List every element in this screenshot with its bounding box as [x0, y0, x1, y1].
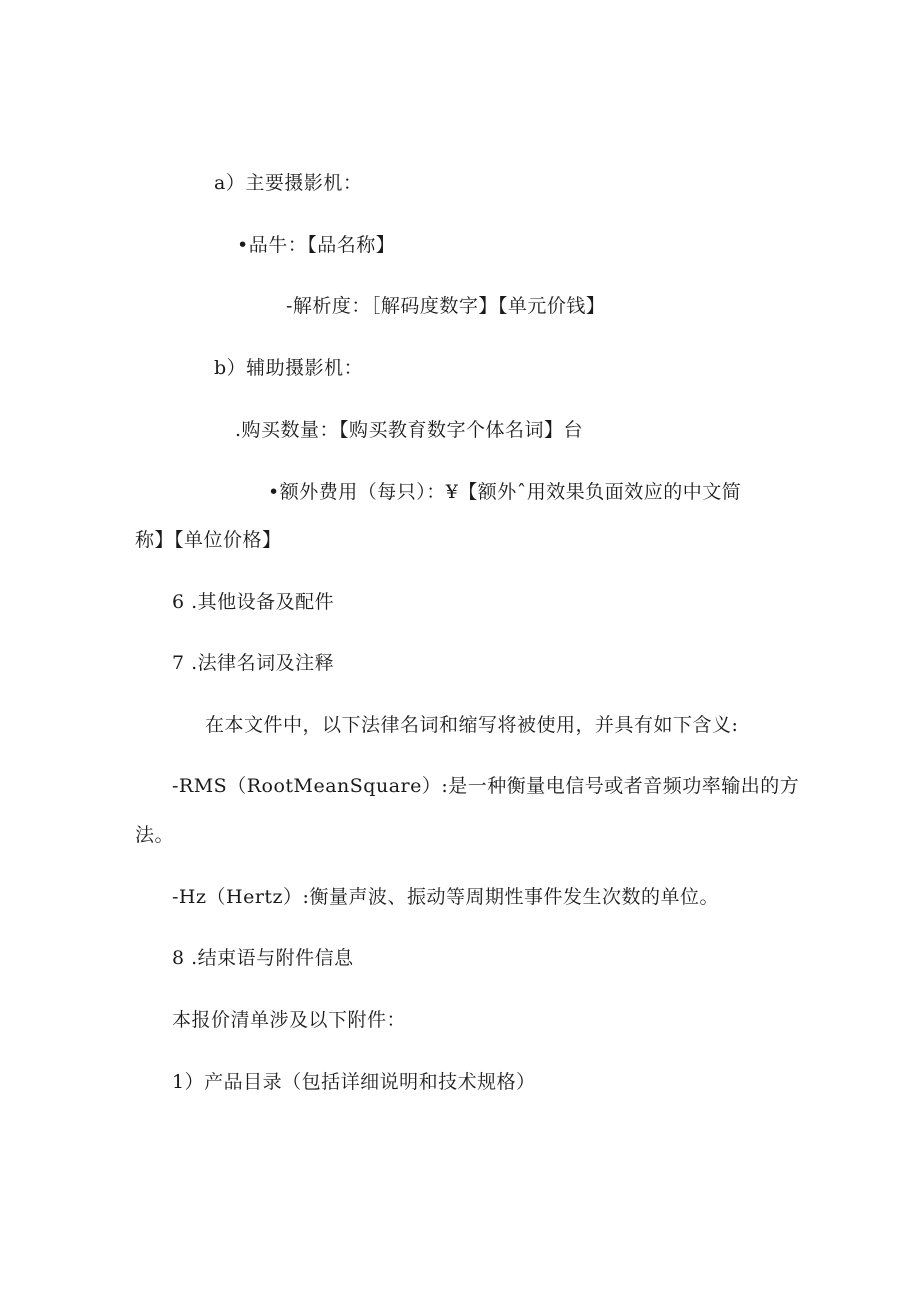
section-b-heading: b）辅助摄影机：: [214, 357, 364, 379]
attachments-intro: 本报价清单涉及以下附件：: [172, 1009, 407, 1031]
extra-fee-line: •额外费用（每只）：¥【额外ˆ用效果负面效应的中文简: [268, 481, 742, 503]
rms-definition-continued: 法。: [135, 824, 175, 846]
product-name-line: •品牛：【品名称】: [237, 234, 396, 256]
section-6-heading: 6 .其他设备及配件: [172, 591, 335, 613]
extra-fee-line-continued: 称】【单位价格】: [135, 529, 282, 551]
section-a-heading: a）主要摄影机：: [214, 172, 363, 194]
quantity-line: .购买数量：【购买教育数字个体名词】台: [235, 419, 584, 441]
legal-intro-paragraph: 在本文件中，以下法律名词和缩写将被使用，并具有如下含义:: [205, 714, 739, 736]
section-8-heading: 8 .结束语与附件信息: [172, 947, 354, 969]
resolution-line: -解析度：［解码度数字】【单元价钱】: [286, 295, 606, 317]
section-7-heading: 7 .法律名词及注释: [172, 652, 335, 674]
attachment-item-1: 1）产品目录（包括详细说明和技术规格）: [172, 1071, 536, 1093]
rms-definition: -RMS（RootMeanSquare）:是一种衡量电信号或者音频功率输出的方: [172, 775, 800, 797]
hz-definition: -Hz（Hertz）:衡量声波、振动等周期性事件发生次数的单位。: [172, 886, 719, 908]
